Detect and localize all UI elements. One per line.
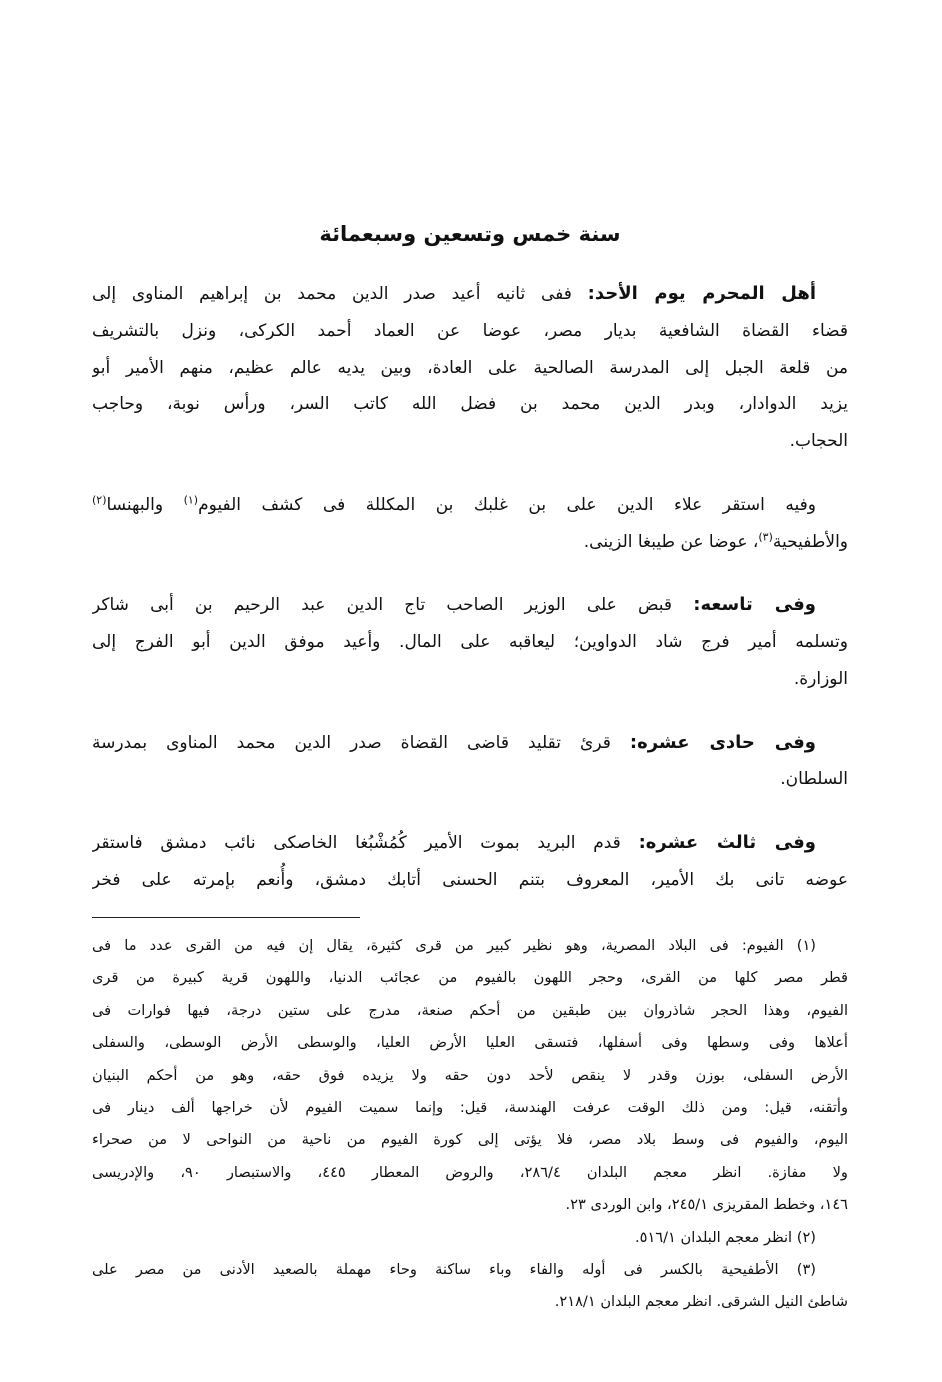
text-line [92,487,848,524]
text-line: يزيد الدوادار، وبدر الدين محمد بن فضل الله كاتب السر، ورأس نوبة، وحاجب [92,394,848,415]
text-line [92,524,848,561]
footnotes [92,930,848,1319]
text-line: وتسلمه أمير فرج شاد الدواوين؛ ليعاقبه على المال. وأعيد موفق الدين أبو الفرج إلى [92,632,848,652]
text-span: قرئ تقليد قاضى القضاة صدر الدين محمد المناوى بمدرسة [92,732,630,753]
text-line [92,825,848,862]
text-line [92,276,848,313]
footnote-1-line: الأرض السفلى، بوزن وقدر لا ينقص لأحد دون حقه ولا يزيده فوق حقه، وهو من أحكم البنيان [92,1066,848,1084]
entry-heading: أهل المحرم يوم الأحد: [587,283,816,304]
paragraph-ninth [92,587,848,697]
footnote-2: (٢) انظر معجم البلدان ٥١٦/١. [634,1228,816,1246]
footnote-divider [92,917,360,918]
text-line [92,587,848,624]
text-span: والبهنسا [106,494,184,515]
footnote-1-line: ١٤٦، وخطط المقريزى ٢٤٥/١، وابن الوردى ٢٣. [565,1196,848,1214]
entry-heading: وفى تاسعه: [693,594,816,616]
text-span: والأطفيحية [772,531,848,552]
paragraph-fayyum [92,487,848,561]
footnote-3-line: شاطئ النيل الشرقى. انظر معجم البلدان ٢١٨/١. [554,1293,848,1311]
entry-heading: وفى حادى عشره: [629,731,816,753]
main-text [92,276,848,926]
footnote-1-line: وأتقنه، قيل: ومن ذلك الوقت عرفت الهندسة، قيل: وإنما سميت الفيوم لأن خراجها ألف دينار فى [92,1098,848,1116]
page-title: سنة خمس وتسعين وسبعمائة [319,222,621,246]
text-line: الوزارة. [793,668,848,689]
footnote-1-line: الفيوم، وهذا الحجر شاذروان بين طبقين من أحكم صنعة، مدرج على ستين درجة، فيها فوارات فى [92,1001,848,1019]
text-line: قضاء القضاة الشافعية بديار مصر، عوضا عن العماد أحمد الكركى، ونزل بالتشريف [92,320,848,341]
text-line: السلطان. [780,769,848,790]
text-line: عوضه تانى بك الأمير، المعروف بتنم الحسنى أتابك دمشق، وأُنعم بإمرته على فخر [92,869,848,890]
text-span: ففى ثانيه أعيد صدر الدين محمد بن إبراهيم المناوى إلى [92,284,588,304]
footnote-1-line: ولا مفازة. انظر معجم البلدان ٢٨٦/٤، والروض المعطار ٤٤٥، والاستبصار ٩٠، والإدريسى [92,1163,848,1181]
entry-heading: وفى ثالث عشره: [638,832,816,853]
footnote-1-line: (١) الفيوم: فى البلاد المصرية، وهو نظير كبير من قرى كثيرة، يقال إن فيه من القرى عدد ما فى [92,937,816,954]
paragraph-muharram [92,276,848,460]
footnote-1-line: اليوم، والفيوم فى وسط بلاد مصر، فلا يؤتى إلى كورة الفيوم من ناحية من النواحى لا من صحراء [92,1131,848,1149]
text-span: ، عوضا عن طيبغا الزينى. [583,531,759,552]
footnote-1-line: قطر مصر كلها من القرى، وحجر اللهون بالفيوم من عجائب الدنيا، واللهون قرية كبيرة من قرى [92,969,848,987]
text-span: وفيه استقر علاء الدين على بن غلبك بن المكللة فى كشف الفيوم [198,494,816,515]
footnote-ref-3[interactable]: (٣) [758,529,773,543]
footnote-ref-1[interactable]: (١) [183,493,199,507]
footnote-1-line: أعلاها وفى وسطها وفى أسفلها، فتسقى العليا الأرض العليا، والوسطى الأرض الوسطى، والسفلى [92,1034,848,1052]
paragraph-eleventh [92,725,848,799]
text-line [92,725,848,762]
paragraph-thirteenth [92,825,848,899]
text-line: من قلعة الجبل إلى المدرسة الصالحية على العادة، وبين يديه عالم عظيم، منهم الأمير أبو [92,357,848,378]
text-span: قبض على الوزير الصاحب تاج الدين عبد الرحيم بن أبى شاكر [92,595,694,616]
footnote-ref-2[interactable]: (٢) [92,493,107,507]
text-line: الحجاب. [789,431,848,451]
text-span: قدم البريد بموت الأمير كُمُشْبُغا الخاصكى نائب دمشق فاستقر [92,833,639,853]
footnote-3-line: (٣) الأطفيحية بالكسر فى أوله والفاء وباء ساكنة وحاء مهملة بالصعيد الأدنى من مصر على [92,1260,816,1278]
